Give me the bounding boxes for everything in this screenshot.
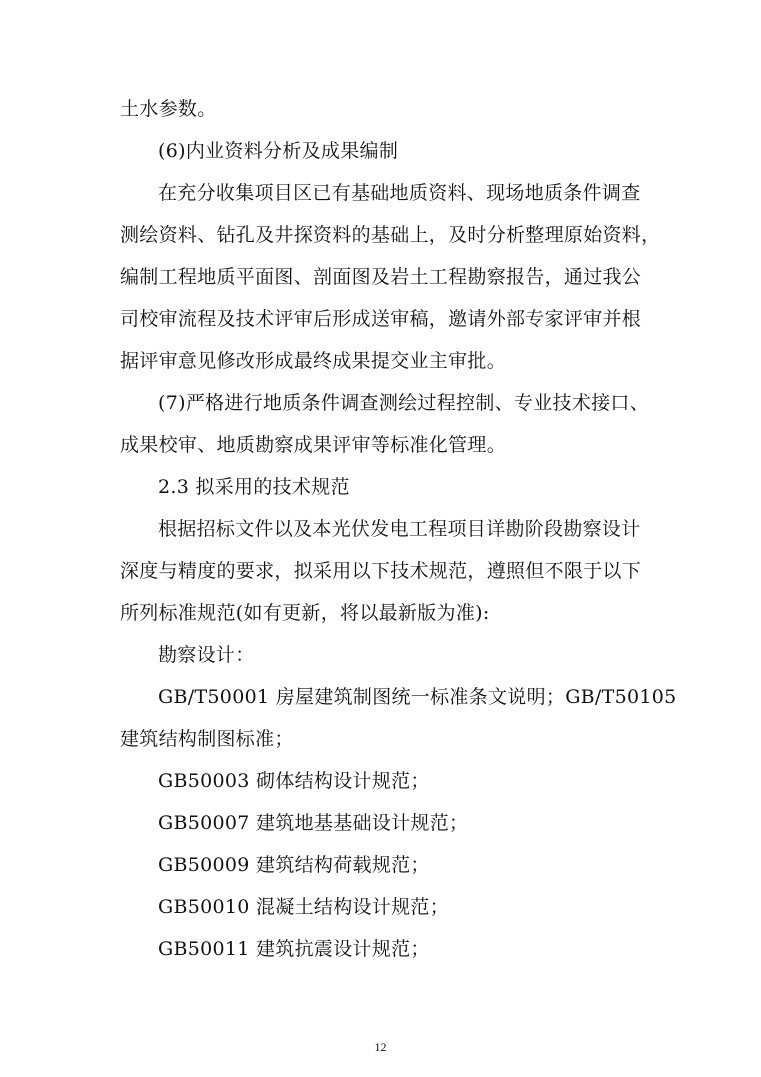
text-line: 所列标准规范(如有更新，将以最新版为准):	[120, 602, 490, 624]
document-body	[120, 88, 677, 970]
standard-item: GB50007 建筑地基基础设计规范；	[158, 812, 469, 834]
standard-item: GB/T50001 房屋建筑制图统一标准条文说明；GB/T50105	[158, 686, 677, 708]
section-heading-2-3: 2.3 拟采用的技术规范	[158, 476, 350, 498]
text-line: 据评审意见修改形成最终成果提交业主审批。	[120, 350, 507, 372]
subheading-survey-design: 勘察设计：	[158, 644, 255, 666]
text-line: 深度与精度的要求，拟采用以下技术规范，遵照但不限于以下	[120, 560, 642, 582]
standard-item: GB50003 砌体结构设计规范；	[158, 770, 430, 792]
standard-item: GB50010 混凝土结构设计规范；	[158, 896, 450, 918]
section-heading-6: (6)内业资料分析及成果编制	[158, 140, 399, 162]
text-line: 在充分收集项目区已有基础地质资料、现场地质条件调查	[158, 182, 641, 204]
standard-item: GB50011 建筑抗震设计规范；	[158, 938, 430, 960]
page-number: 12	[374, 1040, 387, 1054]
section-heading-7: (7)严格进行地质条件调查测绘过程控制、专业技术接口、	[158, 392, 650, 414]
text-line: 编制工程地质平面图、剖面图及岩土工程勘察报告，通过我公	[120, 266, 642, 288]
text-line: 根据招标文件以及本光伏发电工程项目详勘阶段勘察设计	[158, 518, 641, 540]
text-line: 司校审流程及技术评审后形成送审稿，邀请外部专家评审并根	[120, 308, 642, 330]
text-line: 测绘资料、钻孔及井探资料的基础上，及时分析整理原始资料，	[120, 224, 661, 246]
standard-item: GB50009 建筑结构荷载规范；	[158, 854, 430, 876]
text-line: 土水参数。	[120, 98, 217, 120]
text-line: 成果校审、地质勘察成果评审等标准化管理。	[120, 434, 507, 456]
standard-item-continuation: 建筑结构制图标准；	[120, 728, 294, 750]
